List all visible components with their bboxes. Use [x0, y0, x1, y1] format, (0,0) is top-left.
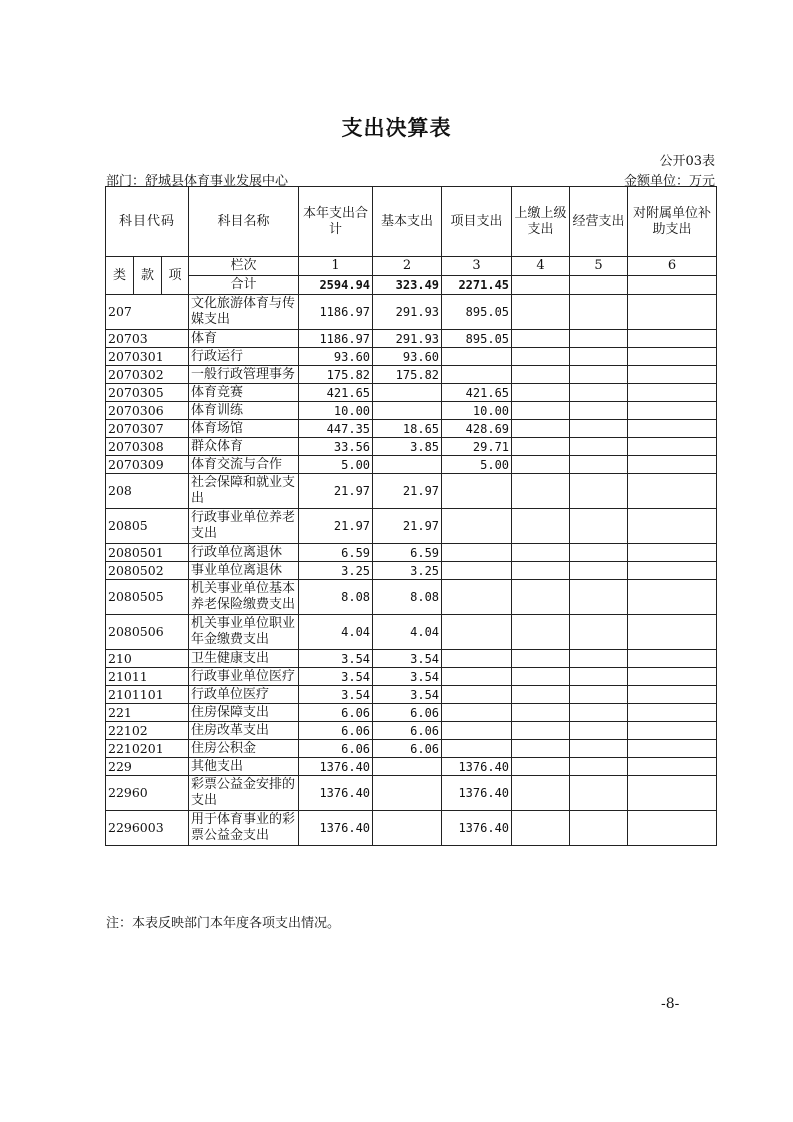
table-row: [106, 438, 717, 456]
row-basic: 18.65: [373, 420, 442, 438]
row-superior: [512, 438, 570, 456]
row-project: 895.05: [442, 330, 512, 348]
row-total: 93.60: [299, 348, 373, 366]
table-row: [106, 366, 717, 384]
row-superior: [512, 474, 570, 509]
row-total: 1186.97: [299, 295, 373, 330]
row-name: 体育竞赛: [189, 384, 299, 402]
header-lanci: 栏次: [189, 257, 299, 276]
department-label: 部门：舒城县体育事业发展中心: [106, 174, 289, 189]
row-project: 421.65: [442, 384, 512, 402]
row-total: 21.97: [299, 509, 373, 544]
row-superior: [512, 544, 570, 562]
row-project: 895.05: [442, 295, 512, 330]
row-subsidy: [628, 740, 717, 758]
row-subsidy: [628, 456, 717, 474]
amount-unit-label: 金额单位：万元: [623, 174, 715, 189]
row-code: 2070308: [106, 438, 189, 456]
row-name: 住房改革支出: [189, 722, 299, 740]
header-name: 科目名称: [189, 187, 299, 257]
row-subsidy: [628, 811, 717, 846]
total-project: 2271.45: [442, 276, 512, 295]
total-amount: 2594.94: [299, 276, 373, 295]
table-row: [106, 456, 717, 474]
table-row: [106, 811, 717, 846]
total-basic: 323.49: [373, 276, 442, 295]
row-operating: [570, 758, 628, 776]
row-subsidy: [628, 758, 717, 776]
row-project: 29.71: [442, 438, 512, 456]
row-basic: 3.85: [373, 438, 442, 456]
row-total: 21.97: [299, 474, 373, 509]
row-project: 1376.40: [442, 776, 512, 811]
col-number-6: 6: [628, 257, 717, 276]
table-row: [106, 384, 717, 402]
row-operating: [570, 650, 628, 668]
row-name: 体育: [189, 330, 299, 348]
row-project: [442, 686, 512, 704]
row-project: [442, 544, 512, 562]
row-operating: [570, 580, 628, 615]
row-basic: 3.54: [373, 686, 442, 704]
row-subsidy: [628, 562, 717, 580]
row-operating: [570, 438, 628, 456]
row-basic: 6.06: [373, 740, 442, 758]
row-code: 20703: [106, 330, 189, 348]
col-number-3: 3: [442, 257, 512, 276]
row-superior: [512, 330, 570, 348]
row-code: 2070306: [106, 402, 189, 420]
row-subsidy: [628, 668, 717, 686]
row-name: 体育场馆: [189, 420, 299, 438]
row-subsidy: [628, 366, 717, 384]
col-number-4: 4: [512, 257, 570, 276]
expenditure-table: [105, 186, 717, 846]
row-name: 行政运行: [189, 348, 299, 366]
table-row: [106, 580, 717, 615]
row-operating: [570, 348, 628, 366]
table-row: [106, 704, 717, 722]
row-superior: [512, 456, 570, 474]
row-subsidy: [628, 686, 717, 704]
row-name: 事业单位离退休: [189, 562, 299, 580]
row-code: 210: [106, 650, 189, 668]
row-total: 10.00: [299, 402, 373, 420]
row-total: 6.06: [299, 704, 373, 722]
row-name: 社会保障和就业支出: [189, 474, 299, 509]
row-total: 3.54: [299, 650, 373, 668]
row-name: 行政单位离退休: [189, 544, 299, 562]
row-operating: [570, 402, 628, 420]
row-subsidy: [628, 544, 717, 562]
row-project: 10.00: [442, 402, 512, 420]
row-code: 2080502: [106, 562, 189, 580]
row-subsidy: [628, 402, 717, 420]
header-code: 科目代码: [106, 187, 189, 257]
row-basic: 4.04: [373, 615, 442, 650]
row-operating: [570, 366, 628, 384]
row-subsidy: [628, 722, 717, 740]
row-code: 2210201: [106, 740, 189, 758]
row-project: 5.00: [442, 456, 512, 474]
row-superior: [512, 740, 570, 758]
row-code: 2070301: [106, 348, 189, 366]
row-total: 1186.97: [299, 330, 373, 348]
row-operating: [570, 686, 628, 704]
row-code: 2070302: [106, 366, 189, 384]
row-code: 229: [106, 758, 189, 776]
row-name: 住房公积金: [189, 740, 299, 758]
row-name: 机关事业单位基本养老保险缴费支出: [189, 580, 299, 615]
row-code: 2070307: [106, 420, 189, 438]
table-row: [106, 330, 717, 348]
row-name: 彩票公益金安排的支出: [189, 776, 299, 811]
row-name: 体育训练: [189, 402, 299, 420]
row-operating: [570, 615, 628, 650]
row-total: 8.08: [299, 580, 373, 615]
table-row: [106, 402, 717, 420]
table-row: [106, 562, 717, 580]
row-code: 22102: [106, 722, 189, 740]
row-basic: 93.60: [373, 348, 442, 366]
row-total: 3.54: [299, 686, 373, 704]
row-basic: 291.93: [373, 295, 442, 330]
row-project: [442, 650, 512, 668]
row-superior: [512, 811, 570, 846]
footnote: 注：本表反映部门本年度各项支出情况。: [106, 916, 341, 931]
row-code: 2080505: [106, 580, 189, 615]
row-operating: [570, 420, 628, 438]
row-subsidy: [628, 438, 717, 456]
header-row: [106, 187, 717, 257]
row-total: 6.06: [299, 740, 373, 758]
row-project: 1376.40: [442, 811, 512, 846]
row-code: 207: [106, 295, 189, 330]
row-basic: [373, 456, 442, 474]
row-name: 一般行政管理事务: [189, 366, 299, 384]
header-lei: 类: [106, 257, 134, 295]
table-row: [106, 758, 717, 776]
row-total: 4.04: [299, 615, 373, 650]
row-name: 行政单位医疗: [189, 686, 299, 704]
table-row: [106, 474, 717, 509]
row-operating: [570, 456, 628, 474]
header-xiang: 项: [162, 257, 189, 295]
row-project: [442, 509, 512, 544]
row-project: [442, 668, 512, 686]
row-total: 1376.40: [299, 811, 373, 846]
row-basic: 21.97: [373, 509, 442, 544]
row-operating: [570, 474, 628, 509]
header-total: 本年支出合计: [299, 187, 373, 257]
row-project: [442, 562, 512, 580]
row-superior: [512, 420, 570, 438]
table-row: [106, 776, 717, 811]
table-row: [106, 295, 717, 330]
row-project: [442, 580, 512, 615]
row-name: 其他支出: [189, 758, 299, 776]
header-superior: 上缴上级支出: [512, 187, 570, 257]
row-code: 22960: [106, 776, 189, 811]
header-project: 项目支出: [442, 187, 512, 257]
page-number: -8-: [661, 996, 680, 1012]
row-code: 21011: [106, 668, 189, 686]
row-project: 428.69: [442, 420, 512, 438]
row-superior: [512, 509, 570, 544]
row-basic: 175.82: [373, 366, 442, 384]
row-subsidy: [628, 330, 717, 348]
row-superior: [512, 650, 570, 668]
row-superior: [512, 384, 570, 402]
row-name: 卫生健康支出: [189, 650, 299, 668]
row-subsidy: [628, 420, 717, 438]
row-subsidy: [628, 384, 717, 402]
row-total: 447.35: [299, 420, 373, 438]
row-superior: [512, 366, 570, 384]
row-subsidy: [628, 704, 717, 722]
row-operating: [570, 330, 628, 348]
row-operating: [570, 295, 628, 330]
row-total: 3.25: [299, 562, 373, 580]
row-total: 5.00: [299, 456, 373, 474]
row-superior: [512, 704, 570, 722]
row-basic: 21.97: [373, 474, 442, 509]
row-total: 1376.40: [299, 776, 373, 811]
page-title: 支出决算表: [341, 116, 452, 140]
row-total: 6.59: [299, 544, 373, 562]
total-superior: [512, 276, 570, 295]
row-subsidy: [628, 650, 717, 668]
row-basic: [373, 811, 442, 846]
table-row: [106, 740, 717, 758]
row-superior: [512, 615, 570, 650]
row-subsidy: [628, 509, 717, 544]
row-basic: [373, 384, 442, 402]
total-subsidy: [628, 276, 717, 295]
row-subsidy: [628, 615, 717, 650]
row-project: [442, 722, 512, 740]
row-name: 住房保障支出: [189, 704, 299, 722]
row-operating: [570, 740, 628, 758]
row-project: [442, 366, 512, 384]
row-subsidy: [628, 474, 717, 509]
row-operating: [570, 776, 628, 811]
row-name: 行政事业单位养老支出: [189, 509, 299, 544]
row-operating: [570, 722, 628, 740]
row-name: 机关事业单位职业年金缴费支出: [189, 615, 299, 650]
row-superior: [512, 562, 570, 580]
row-basic: [373, 776, 442, 811]
col-number-2: 2: [373, 257, 442, 276]
row-code: 2080501: [106, 544, 189, 562]
row-name: 用于体育事业的彩票公益金支出: [189, 811, 299, 846]
row-code: 2296003: [106, 811, 189, 846]
form-number: 公开03表: [659, 154, 715, 169]
row-code: 2070309: [106, 456, 189, 474]
row-total: 421.65: [299, 384, 373, 402]
row-superior: [512, 668, 570, 686]
row-code: 221: [106, 704, 189, 722]
row-basic: 3.54: [373, 668, 442, 686]
row-total: 1376.40: [299, 758, 373, 776]
table-row: [106, 650, 717, 668]
table-row: [106, 615, 717, 650]
table-row: [106, 544, 717, 562]
row-basic: 8.08: [373, 580, 442, 615]
row-operating: [570, 811, 628, 846]
row-total: 6.06: [299, 722, 373, 740]
row-basic: [373, 758, 442, 776]
row-code: 20805: [106, 509, 189, 544]
total-label: 合计: [189, 276, 299, 295]
row-operating: [570, 704, 628, 722]
row-project: [442, 740, 512, 758]
row-code: 2070305: [106, 384, 189, 402]
row-name: 文化旅游体育与传媒支出: [189, 295, 299, 330]
table-row: [106, 686, 717, 704]
table-row: [106, 722, 717, 740]
row-basic: [373, 402, 442, 420]
row-total: 33.56: [299, 438, 373, 456]
row-project: [442, 615, 512, 650]
row-total: 175.82: [299, 366, 373, 384]
row-subsidy: [628, 295, 717, 330]
header-kuan: 款: [134, 257, 162, 295]
row-superior: [512, 295, 570, 330]
row-operating: [570, 509, 628, 544]
total-operating: [570, 276, 628, 295]
row-superior: [512, 686, 570, 704]
row-subsidy: [628, 776, 717, 811]
row-superior: [512, 722, 570, 740]
row-superior: [512, 758, 570, 776]
row-code: 2101101: [106, 686, 189, 704]
row-operating: [570, 668, 628, 686]
row-superior: [512, 776, 570, 811]
row-project: [442, 704, 512, 722]
header-basic: 基本支出: [373, 187, 442, 257]
header-subsidy: 对附属单位补助支出: [628, 187, 717, 257]
total-row: [106, 276, 717, 295]
row-subsidy: [628, 580, 717, 615]
row-operating: [570, 562, 628, 580]
row-superior: [512, 402, 570, 420]
row-operating: [570, 384, 628, 402]
row-name: 群众体育: [189, 438, 299, 456]
row-name: 行政事业单位医疗: [189, 668, 299, 686]
row-basic: 6.06: [373, 722, 442, 740]
row-operating: [570, 544, 628, 562]
row-project: [442, 348, 512, 366]
row-basic: 6.06: [373, 704, 442, 722]
row-basic: 6.59: [373, 544, 442, 562]
row-basic: 3.54: [373, 650, 442, 668]
row-code: 2080506: [106, 615, 189, 650]
column-number-row: [106, 257, 717, 276]
row-project: [442, 474, 512, 509]
header-operating: 经营支出: [570, 187, 628, 257]
table-row: [106, 348, 717, 366]
table-row: [106, 668, 717, 686]
row-superior: [512, 348, 570, 366]
table-row: [106, 420, 717, 438]
row-basic: 3.25: [373, 562, 442, 580]
col-number-1: 1: [299, 257, 373, 276]
row-superior: [512, 580, 570, 615]
row-project: 1376.40: [442, 758, 512, 776]
table-row: [106, 509, 717, 544]
row-name: 体育交流与合作: [189, 456, 299, 474]
row-total: 3.54: [299, 668, 373, 686]
col-number-5: 5: [570, 257, 628, 276]
row-basic: 291.93: [373, 330, 442, 348]
row-code: 208: [106, 474, 189, 509]
row-subsidy: [628, 348, 717, 366]
